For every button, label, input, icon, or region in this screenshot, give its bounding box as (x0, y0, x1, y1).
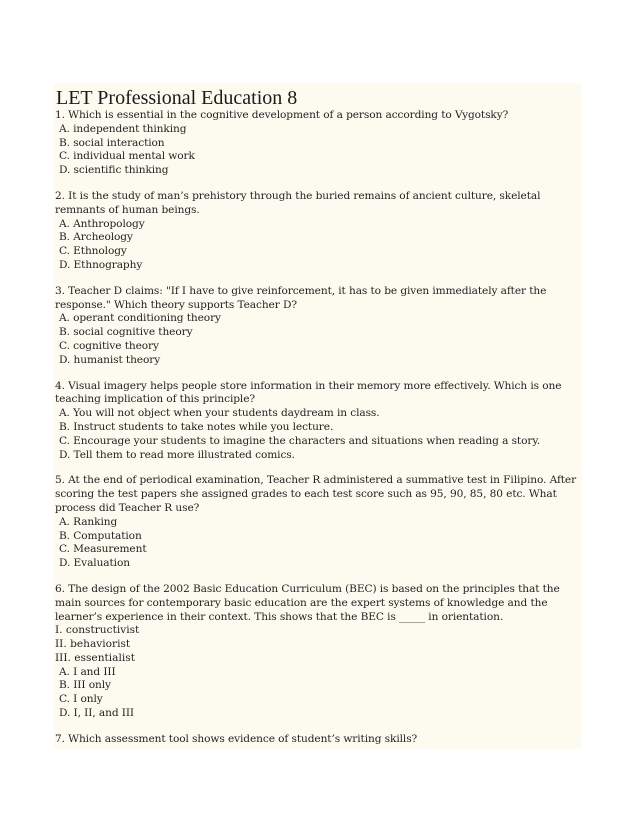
question-block (54, 109, 582, 178)
question-list (54, 109, 582, 747)
answer-option: D. humanist theory (59, 353, 161, 366)
question-text: 2. It is the study of man’s prehistory through the buried remains of ancient culture, skeletal remnants of human beings. (55, 189, 541, 216)
answer-option: D. Ethnography (59, 258, 143, 271)
answer-option: C. I only (59, 693, 103, 706)
question-block (54, 190, 582, 273)
question-block (54, 380, 582, 463)
answer-option: C. individual mental work (59, 150, 195, 163)
question-block (54, 733, 582, 747)
answer-option: B. Archeology (59, 231, 133, 244)
answer-option: C. Ethnology (59, 245, 127, 258)
answer-option: C. cognitive theory (59, 339, 159, 352)
answer-option: A. You will not object when your students daydream in class. (59, 407, 380, 420)
question-block (54, 474, 582, 571)
answer-option: A. I and III (59, 665, 116, 678)
answer-option: D. Evaluation (59, 557, 130, 570)
question-text: 6. The design of the 2002 Basic Education Curriculum (BEC) is based on the principles that the main sources for contemporary basic education are the expert systems of knowledge and the learner’s experience in their context. This shows that the BEC is _____ in orientation. (55, 582, 560, 623)
answer-option: A. Ranking (59, 515, 118, 528)
document-page (54, 83, 582, 749)
answer-option: A. Anthropology (59, 217, 145, 230)
question-text: 1. Which is essential in the cognitive development of a person according to Vygotsky? (55, 109, 509, 121)
answer-option: A. operant conditioning theory (59, 312, 221, 325)
answer-option: B. Instruct students to take notes while you lecture. (59, 420, 334, 433)
answer-option: B. social cognitive theory (59, 326, 193, 339)
question-statement: II. behaviorist (55, 638, 131, 651)
answer-option: A. independent thinking (59, 122, 187, 135)
answer-option: C. Measurement (59, 543, 147, 556)
document-title: LET Professional Education 8 (56, 87, 298, 109)
question-block (54, 285, 582, 368)
answer-option: D. scientific thinking (59, 164, 169, 177)
answer-option: C. Encourage your students to imagine the characters and situations when reading a story. (59, 434, 541, 447)
answer-option: B. III only (59, 679, 111, 692)
question-text: 3. Teacher D claims: "If I have to give reinforcement, it has to be given immediately after the response." Which theory supports Teacher D? (55, 284, 547, 311)
question-text: 7. Which assessment tool shows evidence of student’s writing skills? (55, 732, 418, 745)
answer-option: D. Tell them to read more illustrated comics. (59, 448, 295, 461)
question-statement: I. constructivist (55, 624, 140, 637)
answer-option: B. social interaction (59, 136, 165, 149)
question-text: 4. Visual imagery helps people store information in their memory more effectively. Which is one teaching implication of this principle? (55, 379, 562, 406)
question-statement: III. essentialist (55, 651, 135, 664)
question-block (54, 583, 582, 721)
answer-option: D. I, II, and III (59, 707, 135, 720)
answer-option: B. Computation (59, 529, 142, 542)
question-text: 5. At the end of periodical examination, Teacher R administered a summative test in Filipino. After scoring the test papers she assigned grades to each test score such as 95, 90, 85, 80 etc. What process did Teacher R use? (55, 474, 577, 514)
